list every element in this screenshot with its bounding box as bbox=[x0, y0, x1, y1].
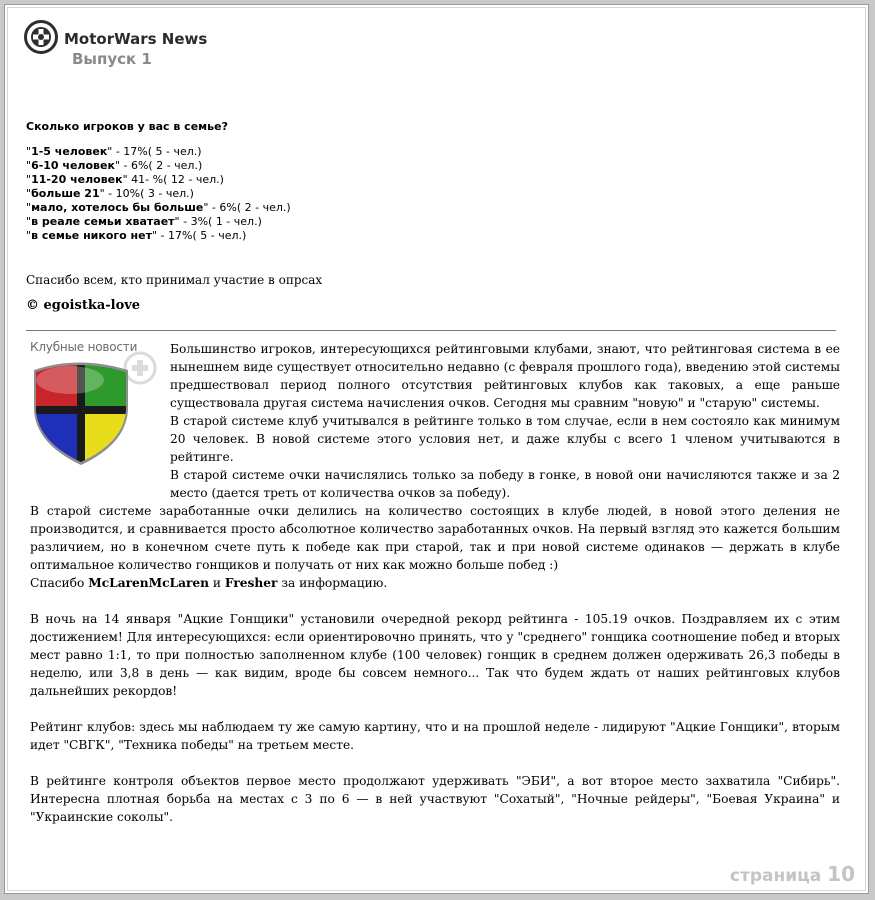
poll-item-result: - 10%( 3 - чел.) bbox=[108, 187, 194, 200]
poll-item-label: мало, хотелось бы больше bbox=[31, 201, 204, 214]
poll-item-label: 11-20 человек bbox=[31, 173, 123, 186]
poll-question: Сколько игроков у вас в семье? bbox=[26, 120, 228, 133]
article-paragraph: В рейтинге контроля объектов первое место продолжают удерживать "ЭБИ", а вот второе место захватила "Сибирь". Интересна плотная борьба на местах с 3 по 6 — в ней участвуют "Сохатый", "Ночные рейдеры", "Боевая Украина" и "Украинские соколы". bbox=[30, 774, 840, 824]
poll-item: "в реале семьи хватает" - 3%( 1 - чел.) bbox=[26, 215, 262, 228]
paragraph-gap bbox=[30, 754, 840, 772]
article-paragraph: В старой системе клуб учитывался в рейтинге только в том случае, если в нем состояло как минимум 20 человек. В новой системе этого условия нет, и даже клубы с всего 1 членом учитываются в рейтинге. bbox=[170, 414, 840, 464]
poll-thanks: Спасибо всем, кто принимал участие в опрсах bbox=[26, 273, 323, 287]
poll-item-label: больше 21 bbox=[31, 187, 100, 200]
poll-item: "1-5 человек" - 17%( 5 - чел.) bbox=[26, 145, 202, 158]
credit-name: Fresher bbox=[224, 576, 278, 590]
issue-label: Выпуск 1 bbox=[72, 50, 152, 68]
article-paragraph: Рейтинг клубов: здесь мы наблюдаем ту же самую картину, что и на прошлой неделе - лидируют "Ацкие Гонщики", вторым идет "СВГК", "Техника победы" на третьем месте. bbox=[30, 720, 840, 752]
poll-item-result: - 17%( 5 - чел.) bbox=[115, 145, 202, 158]
credit-prefix: Спасибо bbox=[30, 576, 85, 590]
page-number-value: 10 bbox=[827, 862, 855, 886]
poll-item: "6-10 человек" - 6%( 2 - чел.) bbox=[26, 159, 203, 172]
brand-title: MotorWars News bbox=[64, 30, 208, 48]
credit-suffix: за информацию. bbox=[281, 576, 388, 590]
poll-item-label: 1-5 человек bbox=[31, 145, 108, 158]
poll-item-label: в реале семьи хватает bbox=[31, 215, 175, 228]
paragraph-gap bbox=[30, 592, 840, 610]
article-paragraph: В старой системе очки начислялись только за победу в гонке, в новой они начисляются также и за 2 место (дается треть от количества очков за победу). bbox=[170, 468, 840, 500]
poll-item: "11-20 человек" 41- %( 12 - чел.) bbox=[26, 173, 224, 186]
article-paragraph: Большинство игроков, интересующихся рейтинговыми клубами, знают, что рейтинговая система в ее нынешнем виде существует относительно недавно (с февраля прошлого года), введению этой системы предшествовал период полного отсутствия рейтинговых клубов как таковых, а еще раньше существовала другая система начисления очков. Сегодня мы сравним "новую" и "старую" системы. bbox=[170, 342, 840, 410]
credit-and: и bbox=[212, 576, 222, 590]
paragraph-gap bbox=[30, 700, 840, 718]
page-word: страница bbox=[729, 866, 822, 886]
club-shield-icon bbox=[28, 338, 164, 470]
poll-item-label: в семье никого нет bbox=[31, 229, 152, 242]
poll-item: "в семье никого нет" - 17%( 5 - чел.) bbox=[26, 229, 247, 242]
poll-item-result: - 3%( 1 - чел.) bbox=[183, 215, 262, 228]
poll-results bbox=[26, 120, 626, 243]
poll-author: © egoistka-love bbox=[26, 298, 141, 313]
article-credit bbox=[30, 574, 840, 592]
club-news-graphic bbox=[28, 338, 164, 470]
poll-item-result: - 6%( 2 - чел.) bbox=[211, 201, 291, 214]
poll-list bbox=[26, 145, 626, 243]
article-paragraph: В ночь на 14 января "Ацкие Гонщики" установили очередной рекорд рейтинга - 105.19 очков. Поздравляем их с этим достижением! Для интересующихся: если ориентировочно принять, что у "среднего" гонщика соотношение побед и вторых мест равно 1:1, то при полностью заполненном клубе (100 человек) гонщик в среднем должен одерживать 26,3 победы в неделю, или 3,8 в день — как видим, вроде бы совсем немного... Так что будем ждать от наших рейтинговых клубов дальнейших рекордов! bbox=[30, 612, 840, 698]
article-paragraph: В старой системе заработанные очки делились на количество состоящих в клубе людей, в новой этого деления не производится, и сравнивается просто абсолютное количество заработанных очков. На первый взгляд это кажется большим различием, но в конечном счете путь к победе как при старой, так и при новой системе одинаков — держать в клубе оптимальное количество гонщиков и получать от них как можно больше побед :) bbox=[30, 504, 840, 572]
motorwars-logo-icon bbox=[24, 20, 58, 54]
poll-item: "мало, хотелось бы больше" - 6%( 2 - чел.) bbox=[26, 201, 291, 214]
pie-watermark-icon bbox=[125, 353, 155, 383]
poll-item-result: - 17%( 5 - чел.) bbox=[160, 229, 247, 242]
poll-item-result: 41- %( 12 - чел.) bbox=[131, 173, 224, 186]
club-news-title: Клубные новости bbox=[30, 340, 138, 354]
poll-item-label: 6-10 человек bbox=[31, 159, 115, 172]
poll-item: "больше 21" - 10%( 3 - чел.) bbox=[26, 187, 194, 200]
poll-item-result: - 6%( 2 - чел.) bbox=[123, 159, 203, 172]
page-number bbox=[730, 862, 855, 886]
section-divider bbox=[26, 330, 836, 331]
credit-name: McLarenMcLaren bbox=[88, 576, 210, 590]
